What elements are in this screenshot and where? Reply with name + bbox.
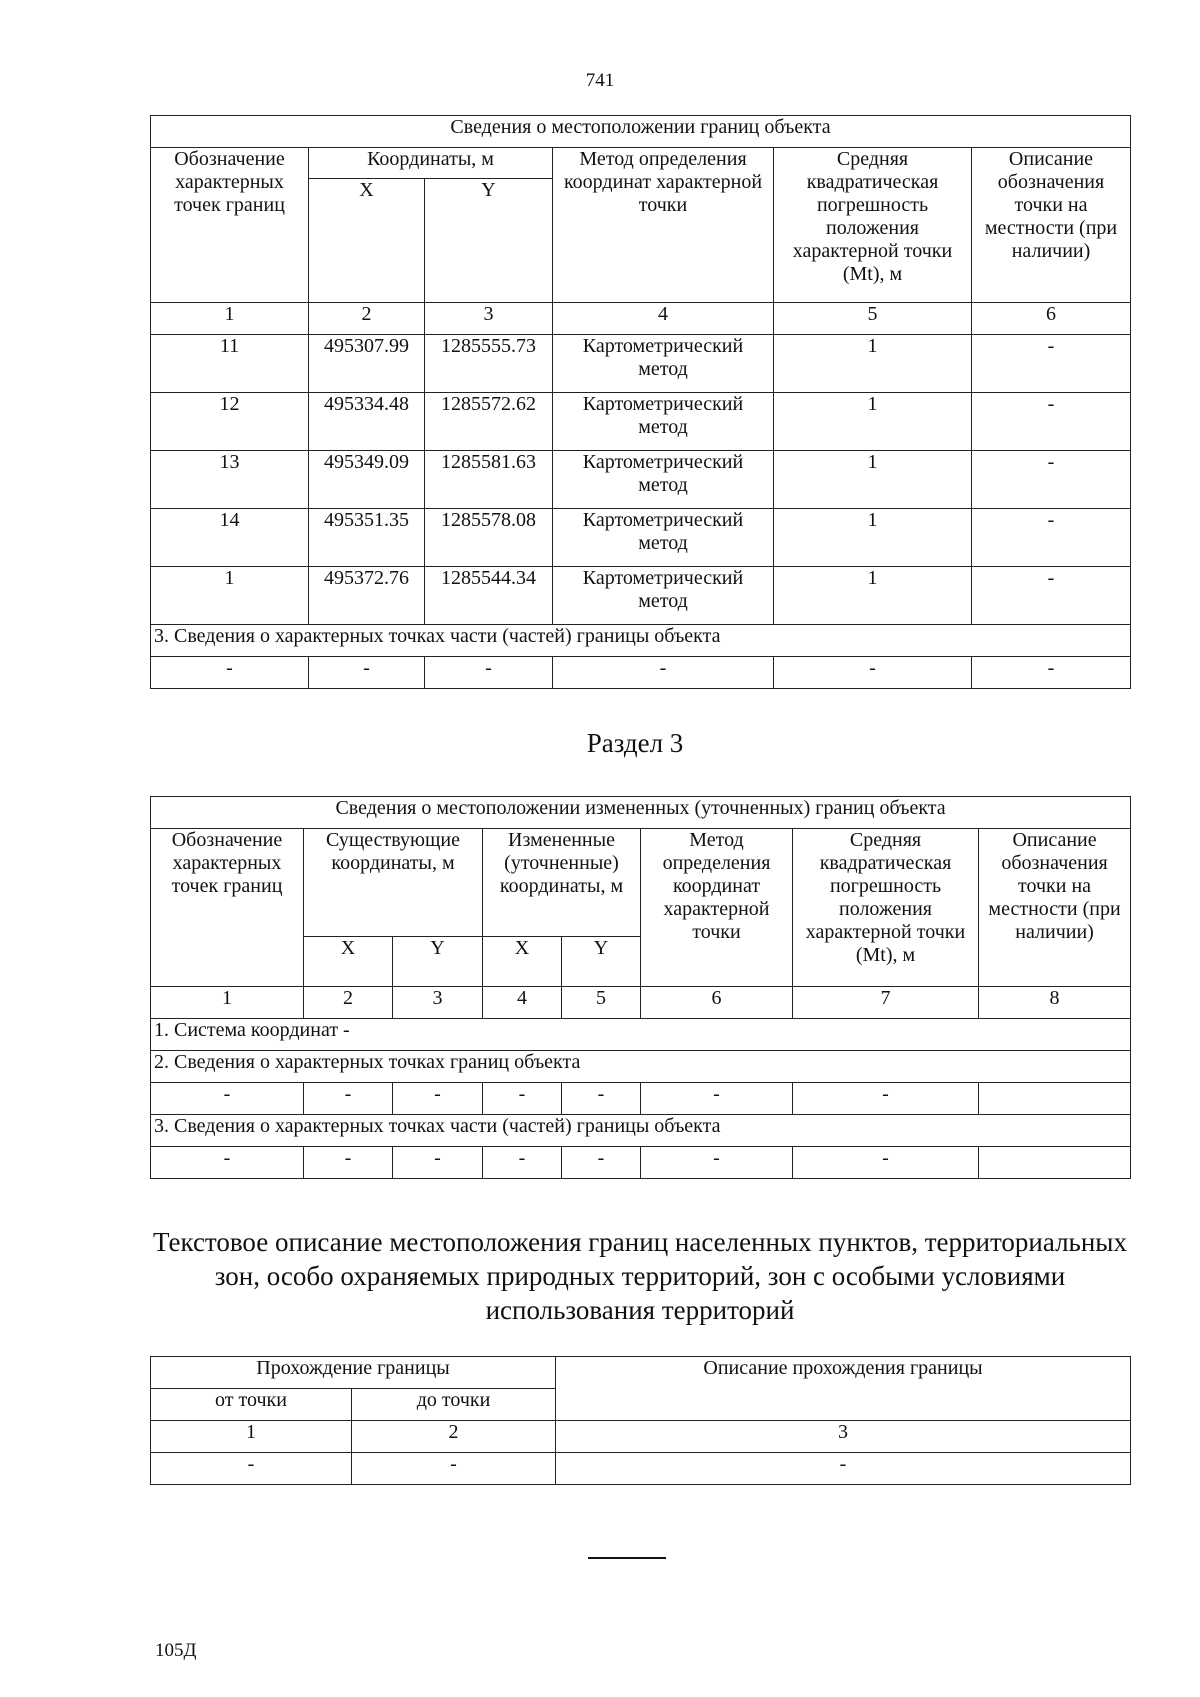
y-cell: 1285544.34 — [425, 567, 553, 625]
page-number: 741 — [585, 70, 615, 91]
header-coordinates: Координаты, м — [309, 148, 553, 179]
column-number: 1 — [151, 987, 304, 1019]
empty-cell: - — [641, 1147, 793, 1179]
table-row — [151, 1453, 1131, 1485]
empty-cell: - — [304, 1147, 393, 1179]
empty-cell: - — [793, 1083, 979, 1115]
error-cell: 1 — [774, 509, 972, 567]
y-cell: 1285578.08 — [425, 509, 553, 567]
header-x: X — [483, 937, 562, 987]
point-cell: 14 — [151, 509, 309, 567]
column-number: 5 — [562, 987, 641, 1019]
section-title: Раздел 3 — [586, 728, 684, 758]
empty-cell: - — [309, 657, 425, 689]
method-cell: Картометрический метод — [553, 567, 774, 625]
point-cell: 13 — [151, 451, 309, 509]
column-number: 3 — [556, 1421, 1131, 1453]
empty-cell: - — [553, 657, 774, 689]
header-x: X — [309, 179, 425, 303]
empty-cell: - — [393, 1147, 483, 1179]
header-y: Y — [393, 937, 483, 987]
x-cell: 495307.99 — [309, 335, 425, 393]
method-cell: Картометрический метод — [553, 451, 774, 509]
empty-cell: - — [151, 1147, 304, 1179]
description-cell: - — [972, 335, 1131, 393]
table-row — [151, 1147, 1131, 1179]
method-cell: Картометрический метод — [553, 393, 774, 451]
header-mean-error: Средняя квадратическая погрешность положения характерной точки (Mt), м — [793, 829, 979, 987]
point-cell: 1 — [151, 567, 309, 625]
header-existing-coordinates: Существующие координаты, м — [304, 829, 483, 937]
boundary-points-heading: 2. Сведения о характерных точках границ объекта — [151, 1051, 1131, 1083]
column-number: 4 — [483, 987, 562, 1019]
column-number: 1 — [151, 303, 309, 335]
column-number: 1 — [151, 1421, 352, 1453]
table-row — [151, 657, 1131, 689]
empty-cell: - — [793, 1147, 979, 1179]
empty-cell: - — [774, 657, 972, 689]
column-number: 3 — [393, 987, 483, 1019]
header-description: Описание обозначения точки на местности (при наличии) — [979, 829, 1131, 987]
table-row — [151, 509, 1131, 567]
header-changed-coordinates: Измененные (уточненные) координаты, м — [483, 829, 641, 937]
column-number: 2 — [352, 1421, 556, 1453]
y-cell: 1285555.73 — [425, 335, 553, 393]
header-point-designation: Обозначение характерных точек границ — [151, 829, 304, 987]
empty-cell: - — [483, 1083, 562, 1115]
empty-cell: - — [151, 1083, 304, 1115]
empty-cell: - — [483, 1147, 562, 1179]
header-y: Y — [425, 179, 553, 303]
x-cell: 495351.35 — [309, 509, 425, 567]
empty-cell: - — [393, 1083, 483, 1115]
header-method: Метод определения координат характерной точки — [641, 829, 793, 987]
boundary-passage-table — [150, 1356, 1131, 1485]
header-from-point: от точки — [151, 1389, 352, 1421]
table-caption: Сведения о местоположении измененных (уточненных) границ объекта — [151, 797, 1131, 829]
part-section-heading: 3. Сведения о характерных точках части (частей) границы объекта — [151, 625, 1131, 657]
point-cell: 11 — [151, 335, 309, 393]
part-section-heading: 3. Сведения о характерных точках части (частей) границы объекта — [151, 1115, 1131, 1147]
changed-boundary-table — [150, 796, 1131, 1179]
header-description: Описание обозначения точки на местности (при наличии) — [972, 148, 1131, 303]
empty-cell — [979, 1083, 1131, 1115]
header-method: Метод определения координат характерной точки — [553, 148, 774, 303]
x-cell: 495372.76 — [309, 567, 425, 625]
table-row — [151, 335, 1131, 393]
header-mean-error: Средняя квадратическая погрешность положения характерной точки (Mt), м — [774, 148, 972, 303]
column-number: 2 — [309, 303, 425, 335]
point-cell: 12 — [151, 393, 309, 451]
column-number: 3 — [425, 303, 553, 335]
table-row — [151, 451, 1131, 509]
empty-cell: - — [562, 1083, 641, 1115]
text-description-title: Текстовое описание местоположения границ населенных пунктов, территориальных зон, особо охраняемых природных территорий, зон с особыми условиями использования территорий — [153, 1227, 1127, 1325]
header-passage: Прохождение границы — [151, 1357, 556, 1389]
column-number: 8 — [979, 987, 1131, 1019]
column-number: 6 — [972, 303, 1131, 335]
table-row — [151, 393, 1131, 451]
empty-cell: - — [562, 1147, 641, 1179]
boundary-location-table — [150, 115, 1131, 689]
empty-cell: - — [972, 657, 1131, 689]
empty-cell: - — [304, 1083, 393, 1115]
x-cell: 495334.48 — [309, 393, 425, 451]
column-number: 2 — [304, 987, 393, 1019]
table-caption: Сведения о местоположении границ объекта — [151, 116, 1131, 148]
end-divider — [588, 1557, 666, 1559]
error-cell: 1 — [774, 567, 972, 625]
table-row — [151, 567, 1131, 625]
description-cell: - — [972, 393, 1131, 451]
header-to-point: до точки — [352, 1389, 556, 1421]
empty-cell: - — [151, 657, 309, 689]
method-cell: Картометрический метод — [553, 509, 774, 567]
column-number: 4 — [553, 303, 774, 335]
column-number: 6 — [641, 987, 793, 1019]
x-cell: 495349.09 — [309, 451, 425, 509]
y-cell: 1285572.62 — [425, 393, 553, 451]
header-passage-description: Описание прохождения границы — [556, 1357, 1131, 1421]
method-cell: Картометрический метод — [553, 335, 774, 393]
error-cell: 1 — [774, 393, 972, 451]
description-cell: - — [972, 509, 1131, 567]
column-number: 5 — [774, 303, 972, 335]
description-cell: - — [972, 567, 1131, 625]
description-cell: - — [972, 451, 1131, 509]
y-cell: 1285581.63 — [425, 451, 553, 509]
header-point-designation: Обозначение характерных точек границ — [151, 148, 309, 303]
table-row — [151, 1083, 1131, 1115]
empty-cell: - — [556, 1453, 1131, 1485]
empty-cell — [979, 1147, 1131, 1179]
header-x: X — [304, 937, 393, 987]
footer-code: 105Д — [155, 1640, 197, 1661]
column-number: 7 — [793, 987, 979, 1019]
empty-cell: - — [352, 1453, 556, 1485]
coordinate-system-heading: 1. Система координат - — [151, 1019, 1131, 1051]
error-cell: 1 — [774, 335, 972, 393]
error-cell: 1 — [774, 451, 972, 509]
empty-cell: - — [151, 1453, 352, 1485]
empty-cell: - — [425, 657, 553, 689]
header-y: Y — [562, 937, 641, 987]
empty-cell: - — [641, 1083, 793, 1115]
